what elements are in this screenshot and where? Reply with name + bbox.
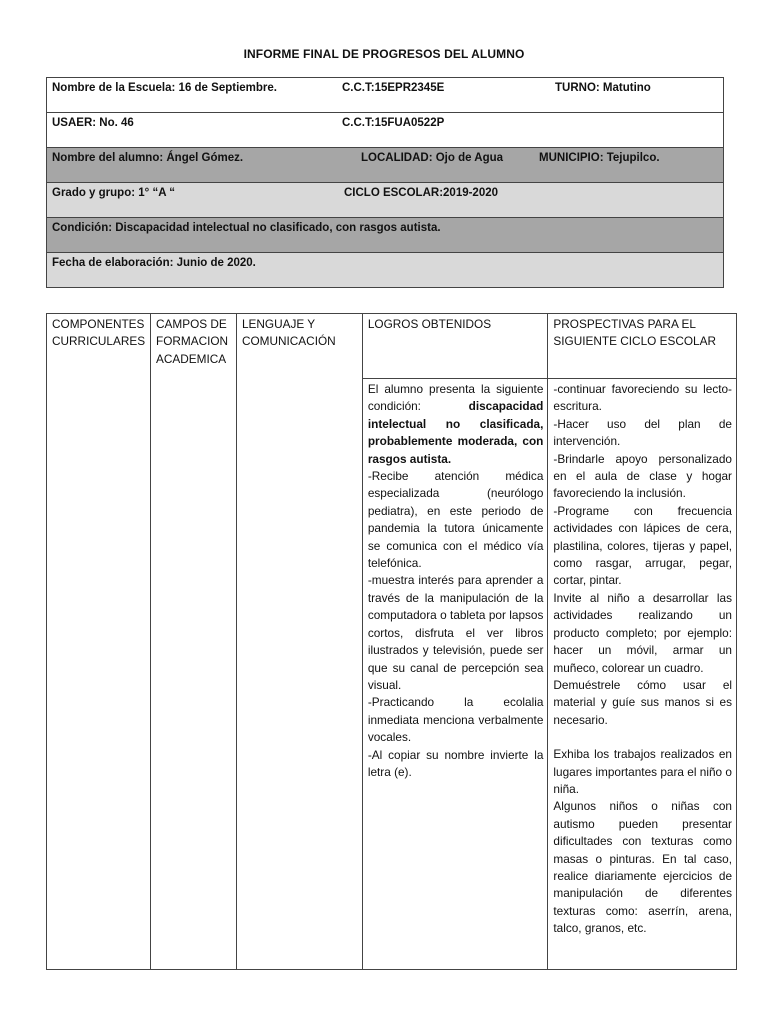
prospectiva-item: -Hacer uso del plan de intervención. — [553, 416, 732, 449]
usaer-row — [47, 112, 723, 147]
table-header-row — [47, 314, 737, 379]
prospectiva-item: -Programe con frecuencia actividades con lápices de cera, plastilina, colores, tijeras y papel, como rasgar, arrugar, pegar, cortar, pintar. — [553, 503, 732, 588]
logros-intro: El alumno presenta la siguiente condición: discapacidad intelectual no clasificada, probablemente moderada, con rasgos autista. — [367, 382, 544, 466]
cct-usaer: C.C.T:15FUA0522P — [342, 117, 445, 129]
prospectiva-item: Demuéstrele cómo usar el material y guíe sus manos si es necesario. — [553, 677, 732, 727]
progress-table — [46, 313, 737, 970]
prospectiva-item: Algunos niños o niñas con autismo pueden presentar dificultades con texturas como masas o pinturas. En tal caso, realice diariamente ejercicios de manipulación de diferentes texturas como: aserrín, arena, talco, granos, etc. — [553, 799, 732, 936]
condition-bold: discapacidad intelectual no clasificada, probablemente moderada, con rasgos autista. — [367, 399, 544, 466]
logros-item: -muestra interés para aprender a través de la manipulación de la computadora o tableta por lapsos cortos, disfruta el ver libros ilustrados y televisión, puede ser que su canal de percepción sea visual. — [367, 573, 544, 692]
header-logros: LOGROS OBTENIDOS — [362, 314, 548, 379]
header-prospectivas: PROSPECTIVAS PARA EL SIGUIENTE CICLO ESCOLAR — [548, 314, 737, 379]
logros-cell — [362, 379, 548, 970]
condition: Condición: Discapacidad intelectual no clasificado, con rasgos autista. — [52, 222, 441, 234]
school-name: Nombre de la Escuela: 16 de Septiembre. — [52, 82, 277, 94]
paragraph-gap — [553, 729, 732, 746]
header-campos: CAMPOS DE FORMACION ACADEMICA — [150, 314, 236, 970]
date-row — [47, 252, 723, 287]
document-title: INFORME FINAL DE PROGRESOS DEL ALUMNO — [243, 47, 525, 61]
student-name: Nombre del alumno: Ángel Gómez. — [52, 152, 244, 164]
elaboration-date: Fecha de elaboración: Junio de 2020. — [52, 257, 256, 269]
school-row — [47, 78, 723, 112]
municipality: MUNICIPIO: Tejupilco. — [539, 152, 660, 164]
school-cycle: CICLO ESCOLAR:2019-2020 — [344, 187, 499, 199]
condition-row — [47, 217, 723, 252]
locality: LOCALIDAD: Ojo de Agua — [361, 152, 504, 164]
grade-group: Grado y grupo: 1° “A “ — [52, 187, 176, 199]
logros-item: -Practicando la ecolalia inmediata menciona verbalmente vocales. — [367, 695, 544, 745]
prospectiva-item: -Brindarle apoyo personalizado en el aula de clase y hogar favoreciendo la inclusión. — [553, 451, 732, 501]
prospectiva-item: -continuar favoreciendo su lecto-escritura. — [553, 382, 732, 414]
prospectiva-item: Exhiba los trabajos realizados en lugares importantes para el niño o niña. — [553, 747, 732, 796]
header-lenguaje: LENGUAJE Y COMUNICACIÓN — [236, 314, 362, 970]
student-row — [47, 147, 723, 182]
prospectiva-item: Invite al niño a desarrollar las actividades realizando un producto completo; por ejemplo: hacer un móvil, armar un muñeco, colorear un cuadro. — [553, 590, 732, 675]
student-info-box — [46, 77, 724, 288]
prospectivas-cell — [548, 379, 737, 970]
shift: TURNO: Matutino — [555, 82, 651, 94]
logros-item: -Al copiar su nombre invierte la letra (e). — [367, 747, 544, 779]
logros-item: -Recibe atención médica especializada (neurólogo pediatra), en este periodo de pandemia la tutora únicamente se comunica con el médico vía telefónica. — [367, 469, 544, 571]
grade-row — [47, 182, 723, 217]
header-componentes: COMPONENTES CURRICULARES — [47, 314, 151, 970]
cct-school: C.C.T:15EPR2345E — [342, 82, 445, 94]
usaer: USAER: No. 46 — [52, 117, 134, 129]
